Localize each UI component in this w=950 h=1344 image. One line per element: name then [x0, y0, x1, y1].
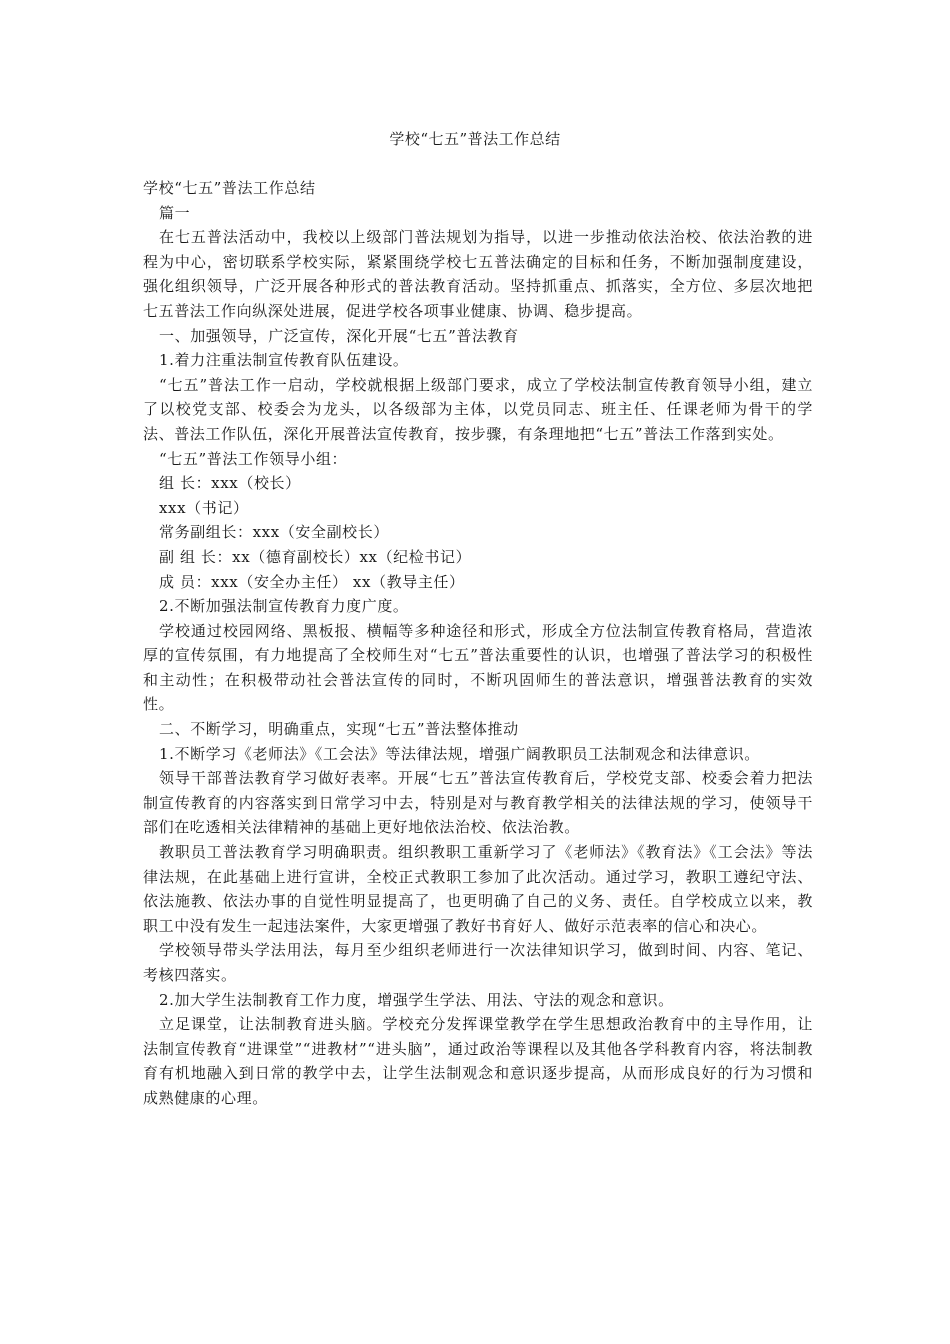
- paragraph: 副 组 长：xx（德育副校长）xx（纪检书记）: [159, 547, 472, 566]
- paragraph: xxx（书记）: [159, 498, 249, 517]
- paragraph: 成 员：xxx（安全办主任） xx（教导主任）: [159, 572, 465, 591]
- paragraph: 常务副组长：xxx（安全副校长）: [159, 523, 389, 542]
- paragraph: “七五”普法工作领导小组：: [159, 449, 348, 468]
- paragraph: 一、加强领导，广泛宣传，深化开展“七五”普法教育: [159, 326, 519, 345]
- paragraph: 立足课堂，让法制教育进头脑。学校充分发挥课堂教学在学生思想政治教育中的主导作用，让法制宣传教育“进课堂”“进教材”“进头脑”，通过政治等课程以及其他各学科教育内容，将法制教育有机地融入到日常的教学中去，让学生法制观念和意识逐步提高，从而形成良好的行为习惯和成熟健康的心理。: [143, 1015, 813, 1107]
- paragraph: 学校通过校园网络、黑板报、横幅等多种途径和形式，形成全方位法制宣传教育格局，营造浓厚的宣传氛围，有力地提高了全校师生对“七五”普法重要性的认识，也增强了普法学习的积极性和主动性；在积极带动社会普法宣传的同时，不断巩固师生的普法意识，增强普法教育的实效性。: [143, 621, 813, 714]
- paragraph: 篇一: [159, 203, 191, 222]
- paragraph: 学校领导带头学法用法，每月至少组织老师进行一次法律知识学习，做到时间、内容、笔记、考核四落实。: [143, 941, 813, 984]
- paragraph: 教职员工普法教育学习明确职责。组织教职工重新学习了《老师法》《教育法》《工会法》等法律法规，在此基础上进行宣讲，全校正式教职工参加了此次活动。通过学习，教职工遵纪守法、依法施教、依法办事的自觉性明显提高了，也更明确了自己的义务、责任。自学校成立以来，教职工中没有发生一起违法案件，大家更增强了教好书育好人、做好示范表率的信心和决心。: [143, 843, 813, 935]
- paragraph: 2.不断加强法制宣传教育力度广度。: [159, 597, 409, 616]
- paragraph: 组 长：xxx（校长）: [159, 474, 301, 493]
- paragraph: 领导干部普法教育学习做好表率。开展“七五”普法宣传教育后，学校党支部、校委会着力把法制宣传教育的内容落实到日常学习中去，特别是对与教育教学相关的法律法规的学习，使领导干部们在吃透相关法律精神的基础上更好地依法治校、依法治教。: [143, 769, 813, 837]
- paragraph: 1.着力注重法制宣传教育队伍建设。: [159, 351, 409, 370]
- paragraph: 在七五普法活动中，我校以上级部门普法规划为指导，以进一步推动依法治校、依法治教的进程为中心，密切联系学校实际，紧紧围绕学校七五普法确定的目标和任务，不断加强制度建设，强化组织领导，广泛开展各种形式的普法教育活动。坚持抓重点、抓落实，全方位、多层次地把七五普法工作向纵深处进展，促进学校各项事业健康、协调、稳步提高。: [143, 228, 813, 320]
- paragraph: 2.加大学生法制教育工作力度，增强学生学法、用法、守法的观念和意识。: [159, 990, 674, 1009]
- paragraph: “七五”普法工作一启动，学校就根据上级部门要求，成立了学校法制宣传教育领导小组，建立了以校党支部、校委会为龙头，以各级部为主体，以党员同志、班主任、任课老师为骨干的学法、普法工作队伍，深化开展普法宣传教育，按步骤，有条理地把“七五”普法工作落到实处。: [143, 375, 813, 443]
- paragraph: 二、不断学习，明确重点，实现“七五”普法整体推动: [159, 720, 519, 739]
- document-title: 学校“七五”普法工作总结: [389, 130, 561, 148]
- paragraph: 1.不断学习《老师法》《工会法》等法律法规，增强广阔教职员工法制观念和法律意识。: [159, 744, 760, 763]
- document-body: [143, 176, 813, 1111]
- paragraph: 学校“七五”普法工作总结: [143, 179, 316, 197]
